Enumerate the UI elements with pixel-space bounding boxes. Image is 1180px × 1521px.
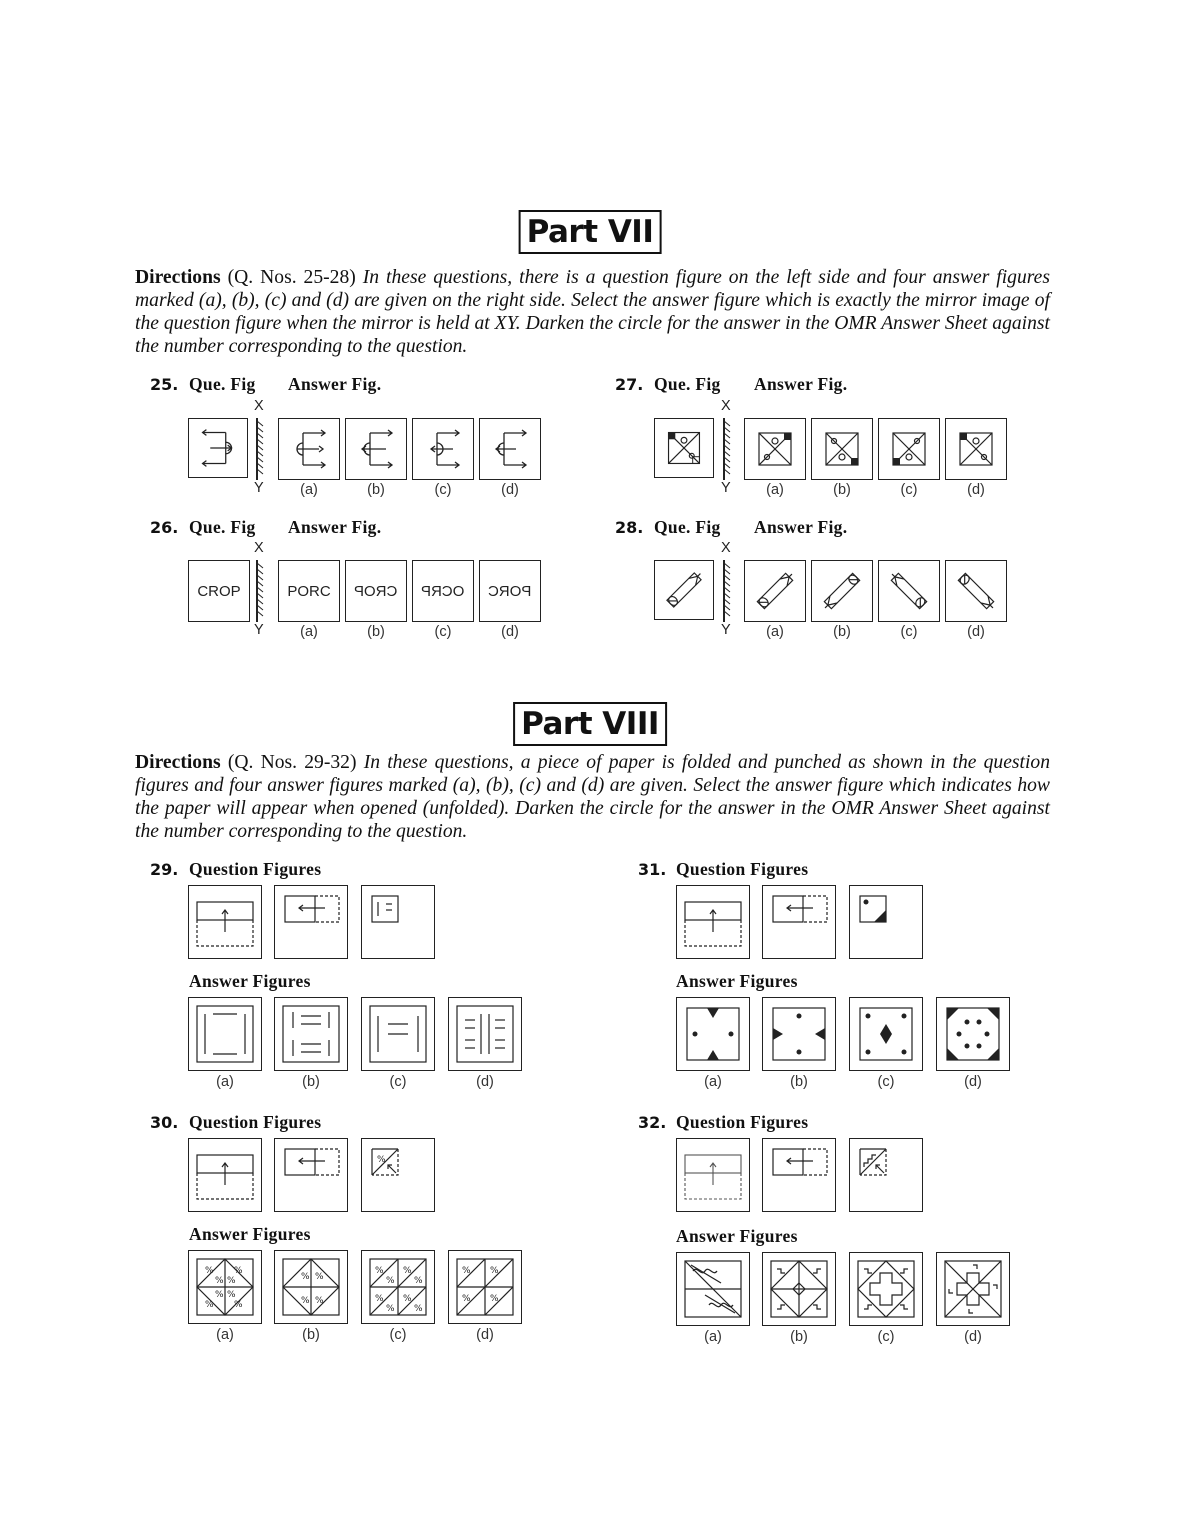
q30-a-pct-8: % bbox=[227, 1290, 236, 1300]
q31-question-label: Question Figures bbox=[676, 859, 809, 879]
q30-c-pct-3: % bbox=[403, 1266, 412, 1276]
q28-answer-c-drawing bbox=[879, 561, 939, 621]
q29-question-2 bbox=[274, 885, 348, 959]
q26-que-label: Que. Fig bbox=[189, 517, 256, 537]
part-viii-directions bbox=[135, 751, 1050, 843]
q31-answer-d-drawing bbox=[937, 998, 1009, 1070]
q30-b-pct-4: % bbox=[315, 1296, 324, 1306]
q25-mirror-y: Y bbox=[254, 480, 264, 496]
q27-answer-c-drawing bbox=[879, 419, 939, 479]
q30-c-pct-6: % bbox=[386, 1304, 395, 1314]
q30-answer-label: Answer Figures bbox=[189, 1224, 311, 1244]
q30-question-3 bbox=[361, 1138, 435, 1212]
q27-mirror-y: Y bbox=[721, 480, 731, 496]
q26-question-word: CROP bbox=[197, 582, 241, 600]
q30-answer-b-drawing bbox=[275, 1251, 347, 1323]
q28-answer-c[interactable] bbox=[878, 560, 940, 622]
q26-mirror-y: Y bbox=[254, 622, 264, 638]
q30-b-pct-2: % bbox=[315, 1272, 324, 1282]
q30-question-3-drawing bbox=[362, 1139, 434, 1211]
q31-question-1 bbox=[676, 885, 750, 959]
q31-option-c-label: (c) bbox=[877, 1074, 895, 1090]
q30-answer-a[interactable] bbox=[188, 1250, 262, 1324]
q29-question-1 bbox=[188, 885, 262, 959]
q26-answer-c-text: OCRP bbox=[421, 582, 465, 600]
q31-answer-c[interactable] bbox=[849, 997, 923, 1071]
q28-answer-b-drawing bbox=[812, 561, 872, 621]
q25-mirror-x: X bbox=[254, 398, 264, 414]
q32-question-1 bbox=[676, 1138, 750, 1212]
q26-answer-c-word bbox=[413, 561, 473, 621]
q31-answer-a-drawing bbox=[677, 998, 749, 1070]
q29-answer-c[interactable] bbox=[361, 997, 435, 1071]
q31-question-1-drawing bbox=[677, 886, 749, 958]
q28-option-b-label: (b) bbox=[833, 624, 851, 640]
q26-answer-b[interactable] bbox=[345, 560, 407, 622]
q30-option-a-label: (a) bbox=[216, 1327, 234, 1343]
q27-answer-a-drawing bbox=[745, 419, 805, 479]
q29-number: 29. bbox=[150, 860, 179, 879]
q28-option-a-label: (a) bbox=[766, 624, 784, 640]
q25-ans-label: Answer Fig. bbox=[288, 374, 382, 394]
q28-answer-a-drawing bbox=[745, 561, 805, 621]
directions-label-2: Directions bbox=[135, 752, 221, 773]
q30-question-3-percent: % bbox=[377, 1155, 386, 1165]
directions-text-2: In these questions, a piece of paper is folded and punched as shown in the question figures and four answer figures marked (a), (b), (c) and (d) are given. Select the answer figure which indicates how the paper will appear when opened (unfolded). Darken the circle for the answer in the OMR Answer Sheet against the number corresponding to the question. bbox=[135, 752, 1051, 842]
q25-answer-a[interactable] bbox=[278, 418, 340, 480]
q32-question-3-drawing bbox=[850, 1139, 922, 1211]
q25-option-d-label: (d) bbox=[501, 482, 519, 498]
q25-que-label: Que. Fig bbox=[189, 374, 256, 394]
q30-d-pct-3: % bbox=[462, 1294, 471, 1304]
q26-mirror-icon bbox=[254, 560, 264, 622]
q31-option-b-label: (b) bbox=[790, 1074, 808, 1090]
q30-answer-c-drawing bbox=[362, 1251, 434, 1323]
q29-answer-label: Answer Figures bbox=[189, 971, 311, 991]
part-viii-title: Part VIII bbox=[513, 702, 667, 746]
q27-que-label: Que. Fig bbox=[654, 374, 721, 394]
q27-option-c-label: (c) bbox=[900, 482, 918, 498]
q28-answer-d[interactable] bbox=[945, 560, 1007, 622]
q32-answer-d-drawing bbox=[937, 1253, 1009, 1325]
q28-que-label: Que. Fig bbox=[654, 517, 721, 537]
q32-question-2-drawing bbox=[763, 1139, 835, 1211]
q25-mirror-icon bbox=[254, 418, 264, 480]
q28-answer-a[interactable] bbox=[744, 560, 806, 622]
q30-c-pct-4: % bbox=[414, 1276, 423, 1286]
q26-answer-b-text: CROP bbox=[354, 582, 398, 600]
q27-answer-c[interactable] bbox=[878, 418, 940, 480]
q32-number: 32. bbox=[638, 1113, 667, 1132]
q29-option-a-label: (a) bbox=[216, 1074, 234, 1090]
q26-answer-d-text: PORC bbox=[488, 582, 532, 600]
q31-option-a-label: (a) bbox=[704, 1074, 722, 1090]
q32-answer-d[interactable] bbox=[936, 1252, 1010, 1326]
q25-answer-a-drawing bbox=[279, 419, 339, 479]
q30-answer-c[interactable] bbox=[361, 1250, 435, 1324]
q30-a-pct-5: % bbox=[215, 1276, 224, 1286]
q28-question-figure bbox=[654, 560, 714, 620]
q30-a-pct-1: % bbox=[205, 1266, 214, 1276]
q26-answer-a-text: PORC bbox=[287, 582, 331, 600]
q32-option-b-label: (b) bbox=[790, 1329, 808, 1345]
q29-question-3-drawing bbox=[362, 886, 434, 958]
q30-option-c-label: (c) bbox=[389, 1327, 407, 1343]
q30-c-pct-2: % bbox=[386, 1276, 395, 1286]
q27-mirror-x: X bbox=[721, 398, 731, 414]
q26-number: 26. bbox=[150, 518, 179, 537]
q28-number: 28. bbox=[615, 518, 644, 537]
q27-answer-a[interactable] bbox=[744, 418, 806, 480]
q32-question-label: Question Figures bbox=[676, 1112, 809, 1132]
q31-answer-a[interactable] bbox=[676, 997, 750, 1071]
q27-number: 27. bbox=[615, 375, 644, 394]
q31-answer-d[interactable] bbox=[936, 997, 1010, 1071]
q25-number: 25. bbox=[150, 375, 179, 394]
q26-answer-c[interactable] bbox=[412, 560, 474, 622]
q28-answer-d-drawing bbox=[946, 561, 1006, 621]
q28-option-d-label: (d) bbox=[967, 624, 985, 640]
q25-answer-d-drawing bbox=[480, 419, 540, 479]
q25-answer-d[interactable] bbox=[479, 418, 541, 480]
q26-option-b-label: (b) bbox=[367, 624, 385, 640]
q29-answer-a-drawing bbox=[189, 998, 261, 1070]
q25-question-drawing bbox=[189, 419, 247, 477]
q29-answer-a[interactable] bbox=[188, 997, 262, 1071]
q26-question-figure bbox=[188, 560, 250, 622]
q29-answer-d-drawing bbox=[449, 998, 521, 1070]
q26-ans-label: Answer Fig. bbox=[288, 517, 382, 537]
q29-option-c-label: (c) bbox=[389, 1074, 407, 1090]
q25-question-figure bbox=[188, 418, 248, 478]
q27-ans-label: Answer Fig. bbox=[754, 374, 848, 394]
q30-a-pct-7: % bbox=[215, 1290, 224, 1300]
q32-option-a-label: (a) bbox=[704, 1329, 722, 1345]
q28-mirror-icon bbox=[721, 560, 731, 622]
q30-a-pct-4: % bbox=[234, 1300, 243, 1310]
q28-answer-b[interactable] bbox=[811, 560, 873, 622]
q32-answer-label: Answer Figures bbox=[676, 1226, 798, 1246]
q28-question-drawing bbox=[655, 561, 713, 619]
q30-a-pct-2: % bbox=[234, 1266, 243, 1276]
q29-option-d-label: (d) bbox=[476, 1074, 494, 1090]
q27-answer-d-drawing bbox=[946, 419, 1006, 479]
q30-answer-a-drawing bbox=[189, 1251, 261, 1323]
q25-option-c-label: (c) bbox=[434, 482, 452, 498]
q28-ans-label: Answer Fig. bbox=[754, 517, 848, 537]
q25-answer-b-drawing bbox=[346, 419, 406, 479]
q26-answer-a[interactable] bbox=[278, 560, 340, 622]
q27-option-d-label: (d) bbox=[967, 482, 985, 498]
q26-answer-d[interactable] bbox=[479, 560, 541, 622]
q31-question-3-drawing bbox=[850, 886, 922, 958]
q31-question-3 bbox=[849, 885, 923, 959]
q32-answer-c-drawing bbox=[850, 1253, 922, 1325]
q31-answer-b-drawing bbox=[763, 998, 835, 1070]
q29-answer-b[interactable] bbox=[274, 997, 348, 1071]
q25-answer-b[interactable] bbox=[345, 418, 407, 480]
q32-answer-b-drawing bbox=[763, 1253, 835, 1325]
q25-option-b-label: (b) bbox=[367, 482, 385, 498]
q31-question-2-drawing bbox=[763, 886, 835, 958]
q27-answer-d[interactable] bbox=[945, 418, 1007, 480]
q30-a-pct-3: % bbox=[205, 1300, 214, 1310]
q28-option-c-label: (c) bbox=[900, 624, 918, 640]
q30-d-pct-4: % bbox=[490, 1294, 499, 1304]
q30-answer-d-drawing bbox=[449, 1251, 521, 1323]
q30-question-2-drawing bbox=[275, 1139, 347, 1211]
q26-mirror-x: X bbox=[254, 540, 264, 556]
q27-option-b-label: (b) bbox=[833, 482, 851, 498]
q30-d-pct-2: % bbox=[490, 1266, 499, 1276]
q32-question-1-drawing bbox=[677, 1139, 749, 1211]
q32-question-2 bbox=[762, 1138, 836, 1212]
q30-c-pct-1: % bbox=[375, 1266, 384, 1276]
q29-question-3 bbox=[361, 885, 435, 959]
q31-option-d-label: (d) bbox=[964, 1074, 982, 1090]
q29-answer-c-drawing bbox=[362, 998, 434, 1070]
q30-answer-d[interactable] bbox=[448, 1250, 522, 1324]
q25-option-a-label: (a) bbox=[300, 482, 318, 498]
q26-answer-b-word bbox=[346, 561, 406, 621]
q27-answer-b-drawing bbox=[812, 419, 872, 479]
q31-answer-label: Answer Figures bbox=[676, 971, 798, 991]
q30-question-2 bbox=[274, 1138, 348, 1212]
q27-option-a-label: (a) bbox=[766, 482, 784, 498]
q29-answer-b-drawing bbox=[275, 998, 347, 1070]
directions-ref-2: (Q. Nos. 29-32) bbox=[227, 752, 357, 773]
q30-c-pct-7: % bbox=[403, 1294, 412, 1304]
q25-answer-c-drawing bbox=[413, 419, 473, 479]
q25-answer-c[interactable] bbox=[412, 418, 474, 480]
q30-d-pct-1: % bbox=[462, 1266, 471, 1276]
q29-option-b-label: (b) bbox=[302, 1074, 320, 1090]
q32-answer-b[interactable] bbox=[762, 1252, 836, 1326]
q30-b-pct-1: % bbox=[301, 1272, 310, 1282]
q32-answer-a-drawing bbox=[677, 1253, 749, 1325]
q29-question-1-drawing bbox=[189, 886, 261, 958]
q30-a-pct-6: % bbox=[227, 1276, 236, 1286]
q30-question-1 bbox=[188, 1138, 262, 1212]
directions-label: Directions bbox=[135, 267, 221, 288]
q27-question-figure bbox=[654, 418, 714, 478]
directions-ref: (Q. Nos. 25-28) bbox=[227, 267, 356, 288]
q31-answer-b[interactable] bbox=[762, 997, 836, 1071]
q30-b-pct-3: % bbox=[301, 1296, 310, 1306]
q32-option-c-label: (c) bbox=[877, 1329, 895, 1345]
q28-mirror-x: X bbox=[721, 540, 731, 556]
part-vii-title: Part VII bbox=[519, 210, 662, 254]
part-vii-directions bbox=[135, 266, 1050, 358]
q29-question-label: Question Figures bbox=[189, 859, 322, 879]
q27-question-drawing bbox=[655, 419, 713, 477]
q26-answer-a-word bbox=[279, 561, 339, 621]
q30-option-b-label: (b) bbox=[302, 1327, 320, 1343]
q32-option-d-label: (d) bbox=[964, 1329, 982, 1345]
q31-question-2 bbox=[762, 885, 836, 959]
q29-answer-d[interactable] bbox=[448, 997, 522, 1071]
q26-option-a-label: (a) bbox=[300, 624, 318, 640]
q32-answer-c[interactable] bbox=[849, 1252, 923, 1326]
directions-text: In these questions, there is a question figure on the left side and four answer figures marked (a), (b), (c) and (d) are given on the right side. Select the answer figure which is exactly the mirror image of the question figure when the mirror is held at XY. Darken the circle for the answer in the OMR Answer Sheet against the number corresponding to the question. bbox=[135, 267, 1050, 357]
q30-c-pct-8: % bbox=[414, 1304, 423, 1314]
q27-answer-b[interactable] bbox=[811, 418, 873, 480]
q30-number: 30. bbox=[150, 1113, 179, 1132]
q30-question-1-drawing bbox=[189, 1139, 261, 1211]
q26-option-d-label: (d) bbox=[501, 624, 519, 640]
q30-c-pct-5: % bbox=[375, 1294, 384, 1304]
q29-question-2-drawing bbox=[275, 886, 347, 958]
q30-question-label: Question Figures bbox=[189, 1112, 322, 1132]
q31-answer-c-drawing bbox=[850, 998, 922, 1070]
q26-option-c-label: (c) bbox=[434, 624, 452, 640]
q28-mirror-y: Y bbox=[721, 622, 731, 638]
q30-answer-b[interactable] bbox=[274, 1250, 348, 1324]
q32-question-3 bbox=[849, 1138, 923, 1212]
q30-option-d-label: (d) bbox=[476, 1327, 494, 1343]
q26-answer-d-word bbox=[480, 561, 540, 621]
q32-answer-a[interactable] bbox=[676, 1252, 750, 1326]
q31-number: 31. bbox=[638, 860, 667, 879]
q27-mirror-icon bbox=[721, 418, 731, 480]
